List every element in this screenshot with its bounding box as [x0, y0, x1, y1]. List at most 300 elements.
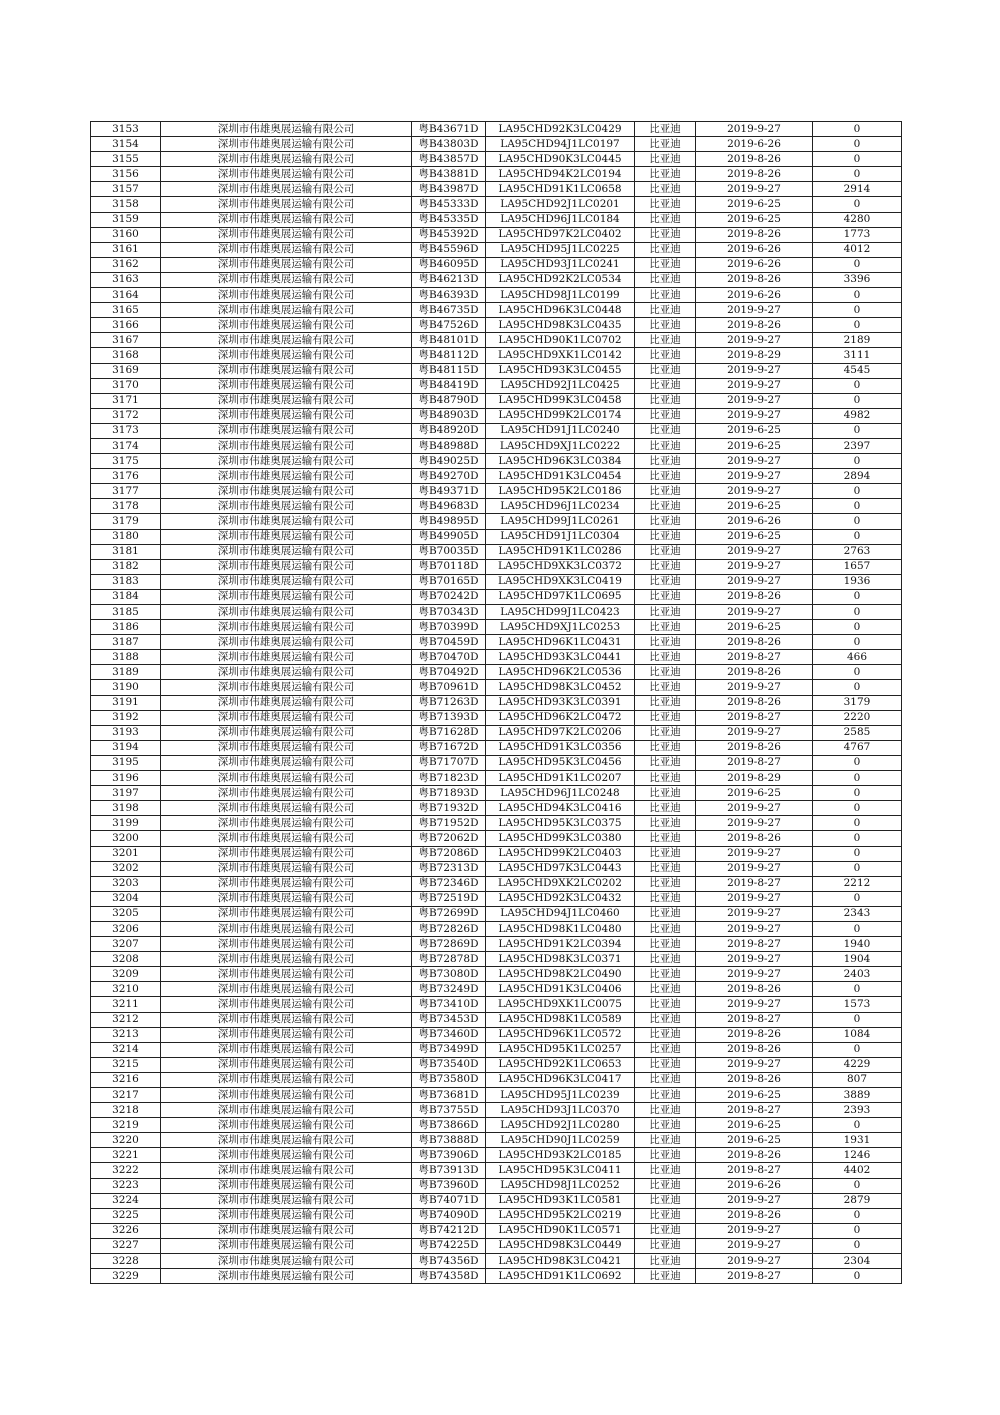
vin-number-cell: LA95CHD98K3LC0371	[486, 952, 635, 967]
mileage-cell: 1904	[813, 952, 902, 967]
plate-number-cell: 粤B73499D	[412, 1042, 486, 1057]
table-row	[91, 1193, 902, 1208]
mileage-cell: 0	[813, 665, 902, 680]
mileage-cell: 3111	[813, 348, 902, 363]
row-number-cell: 3176	[91, 469, 161, 484]
table-row	[91, 303, 902, 318]
company-name-cell: 深圳市伟雄奥展运输有限公司	[161, 635, 412, 650]
mileage-cell: 0	[813, 1238, 902, 1253]
row-number-cell: 3191	[91, 695, 161, 710]
row-number-cell: 3183	[91, 574, 161, 589]
vin-number-cell: LA95CHD99J1LC0261	[486, 514, 635, 529]
brand-name-cell: 比亚迪	[635, 1103, 696, 1118]
date-cell: 2019-6-26	[696, 514, 813, 529]
row-number-cell: 3164	[91, 288, 161, 303]
date-cell: 2019-6-25	[696, 1088, 813, 1103]
company-name-cell: 深圳市伟雄奥展运输有限公司	[161, 1133, 412, 1148]
vin-number-cell: LA95CHD93K1LC0581	[486, 1193, 635, 1208]
date-cell: 2019-8-27	[696, 937, 813, 952]
mileage-cell: 4982	[813, 408, 902, 423]
mileage-cell: 0	[813, 1118, 902, 1133]
row-number-cell: 3153	[91, 122, 161, 137]
mileage-cell: 0	[813, 137, 902, 152]
plate-number-cell: 粤B72869D	[412, 937, 486, 952]
table-row	[91, 695, 902, 710]
mileage-cell: 466	[813, 650, 902, 665]
row-number-cell: 3226	[91, 1223, 161, 1238]
plate-number-cell: 粤B72313D	[412, 861, 486, 876]
plate-number-cell: 粤B70165D	[412, 574, 486, 589]
company-name-cell: 深圳市伟雄奥展运输有限公司	[161, 725, 412, 740]
company-name-cell: 深圳市伟雄奥展运输有限公司	[161, 846, 412, 861]
company-name-cell: 深圳市伟雄奥展运输有限公司	[161, 771, 412, 786]
company-name-cell: 深圳市伟雄奥展运输有限公司	[161, 695, 412, 710]
plate-number-cell: 粤B73249D	[412, 982, 486, 997]
plate-number-cell: 粤B43987D	[412, 182, 486, 197]
row-number-cell: 3224	[91, 1193, 161, 1208]
row-number-cell: 3225	[91, 1208, 161, 1223]
company-name-cell: 深圳市伟雄奥展运输有限公司	[161, 650, 412, 665]
brand-name-cell: 比亚迪	[635, 725, 696, 740]
mileage-cell: 1657	[813, 559, 902, 574]
date-cell: 2019-9-27	[696, 680, 813, 695]
date-cell: 2019-6-25	[696, 1133, 813, 1148]
row-number-cell: 3213	[91, 1027, 161, 1042]
vin-number-cell: LA95CHD95J1LC0239	[486, 1088, 635, 1103]
mileage-cell: 0	[813, 378, 902, 393]
company-name-cell: 深圳市伟雄奥展运输有限公司	[161, 469, 412, 484]
company-name-cell: 深圳市伟雄奥展运输有限公司	[161, 967, 412, 982]
date-cell: 2019-9-27	[696, 891, 813, 906]
company-name-cell: 深圳市伟雄奥展运输有限公司	[161, 906, 412, 921]
plate-number-cell: 粤B73453D	[412, 1012, 486, 1027]
plate-number-cell: 粤B73681D	[412, 1088, 486, 1103]
plate-number-cell: 粤B46735D	[412, 303, 486, 318]
plate-number-cell: 粤B43881D	[412, 167, 486, 182]
brand-name-cell: 比亚迪	[635, 786, 696, 801]
row-number-cell: 3218	[91, 1103, 161, 1118]
date-cell: 2019-8-26	[696, 272, 813, 287]
vin-number-cell: LA95CHD91K1LC0286	[486, 544, 635, 559]
company-name-cell: 深圳市伟雄奥展运输有限公司	[161, 1269, 412, 1284]
company-name-cell: 深圳市伟雄奥展运输有限公司	[161, 786, 412, 801]
row-number-cell: 3222	[91, 1163, 161, 1178]
table-row	[91, 635, 902, 650]
date-cell: 2019-8-27	[696, 1269, 813, 1284]
table-row	[91, 288, 902, 303]
table-row	[91, 212, 902, 227]
brand-name-cell: 比亚迪	[635, 197, 696, 212]
table-row	[91, 408, 902, 423]
row-number-cell: 3227	[91, 1238, 161, 1253]
date-cell: 2019-9-27	[696, 952, 813, 967]
company-name-cell: 深圳市伟雄奥展运输有限公司	[161, 952, 412, 967]
plate-number-cell: 粤B43857D	[412, 152, 486, 167]
plate-number-cell: 粤B71707D	[412, 755, 486, 770]
table-row	[91, 1103, 902, 1118]
vin-number-cell: LA95CHD91K3LC0454	[486, 469, 635, 484]
mileage-cell: 1773	[813, 227, 902, 242]
mileage-cell: 2304	[813, 1254, 902, 1269]
brand-name-cell: 比亚迪	[635, 499, 696, 514]
row-number-cell: 3192	[91, 710, 161, 725]
row-number-cell: 3221	[91, 1148, 161, 1163]
table-row	[91, 1012, 902, 1027]
vin-number-cell: LA95CHD93J1LC0241	[486, 257, 635, 272]
plate-number-cell: 粤B72878D	[412, 952, 486, 967]
date-cell: 2019-6-25	[696, 197, 813, 212]
row-number-cell: 3170	[91, 378, 161, 393]
table-row	[91, 605, 902, 620]
company-name-cell: 深圳市伟雄奥展运输有限公司	[161, 665, 412, 680]
brand-name-cell: 比亚迪	[635, 952, 696, 967]
vin-number-cell: LA95CHD91K3LC0356	[486, 740, 635, 755]
company-name-cell: 深圳市伟雄奥展运输有限公司	[161, 1012, 412, 1027]
date-cell: 2019-8-26	[696, 695, 813, 710]
table-row	[91, 348, 902, 363]
date-cell: 2019-9-27	[696, 454, 813, 469]
date-cell: 2019-9-27	[696, 846, 813, 861]
mileage-cell: 1931	[813, 1133, 902, 1148]
date-cell: 2019-8-26	[696, 152, 813, 167]
table-row	[91, 499, 902, 514]
vin-number-cell: LA95CHD9XJ1LC0253	[486, 620, 635, 635]
brand-name-cell: 比亚迪	[635, 1042, 696, 1057]
vin-number-cell: LA95CHD99K2LC0174	[486, 408, 635, 423]
row-number-cell: 3189	[91, 665, 161, 680]
vin-number-cell: LA95CHD99K3LC0380	[486, 831, 635, 846]
mileage-cell: 3179	[813, 695, 902, 710]
mileage-cell: 2393	[813, 1103, 902, 1118]
company-name-cell: 深圳市伟雄奥展运输有限公司	[161, 937, 412, 952]
row-number-cell: 3190	[91, 680, 161, 695]
company-name-cell: 深圳市伟雄奥展运输有限公司	[161, 891, 412, 906]
date-cell: 2019-6-25	[696, 423, 813, 438]
table-row	[91, 318, 902, 333]
vin-number-cell: LA95CHD96J1LC0248	[486, 786, 635, 801]
row-number-cell: 3200	[91, 831, 161, 846]
table-row	[91, 952, 902, 967]
plate-number-cell: 粤B71893D	[412, 786, 486, 801]
mileage-cell: 4402	[813, 1163, 902, 1178]
row-number-cell: 3208	[91, 952, 161, 967]
vin-number-cell: LA95CHD95J1LC0225	[486, 242, 635, 257]
plate-number-cell: 粤B74358D	[412, 1269, 486, 1284]
mileage-cell: 0	[813, 484, 902, 499]
vin-number-cell: LA95CHD9XK1LC0075	[486, 997, 635, 1012]
row-number-cell: 3159	[91, 212, 161, 227]
row-number-cell: 3195	[91, 755, 161, 770]
brand-name-cell: 比亚迪	[635, 710, 696, 725]
plate-number-cell: 粤B49683D	[412, 499, 486, 514]
plate-number-cell: 粤B47526D	[412, 318, 486, 333]
row-number-cell: 3187	[91, 635, 161, 650]
date-cell: 2019-6-26	[696, 257, 813, 272]
brand-name-cell: 比亚迪	[635, 1208, 696, 1223]
company-name-cell: 深圳市伟雄奥展运输有限公司	[161, 1057, 412, 1072]
date-cell: 2019-9-27	[696, 1238, 813, 1253]
company-name-cell: 深圳市伟雄奥展运输有限公司	[161, 348, 412, 363]
row-number-cell: 3228	[91, 1254, 161, 1269]
date-cell: 2019-9-27	[696, 816, 813, 831]
row-number-cell: 3197	[91, 786, 161, 801]
brand-name-cell: 比亚迪	[635, 423, 696, 438]
date-cell: 2019-8-26	[696, 589, 813, 604]
plate-number-cell: 粤B48920D	[412, 423, 486, 438]
date-cell: 2019-9-27	[696, 363, 813, 378]
plate-number-cell: 粤B49270D	[412, 469, 486, 484]
mileage-cell: 2189	[813, 333, 902, 348]
date-cell: 2019-8-26	[696, 1042, 813, 1057]
date-cell: 2019-6-25	[696, 212, 813, 227]
mileage-cell: 0	[813, 605, 902, 620]
vin-number-cell: LA95CHD95K3LC0411	[486, 1163, 635, 1178]
company-name-cell: 深圳市伟雄奥展运输有限公司	[161, 1238, 412, 1253]
company-name-cell: 深圳市伟雄奥展运输有限公司	[161, 755, 412, 770]
company-name-cell: 深圳市伟雄奥展运输有限公司	[161, 740, 412, 755]
date-cell: 2019-9-27	[696, 303, 813, 318]
brand-name-cell: 比亚迪	[635, 921, 696, 936]
company-name-cell: 深圳市伟雄奥展运输有限公司	[161, 318, 412, 333]
table-row	[91, 1223, 902, 1238]
plate-number-cell: 粤B48419D	[412, 378, 486, 393]
mileage-cell: 1246	[813, 1148, 902, 1163]
company-name-cell: 深圳市伟雄奥展运输有限公司	[161, 182, 412, 197]
row-number-cell: 3162	[91, 257, 161, 272]
brand-name-cell: 比亚迪	[635, 1223, 696, 1238]
company-name-cell: 深圳市伟雄奥展运输有限公司	[161, 1178, 412, 1193]
table-row	[91, 227, 902, 242]
plate-number-cell: 粤B73410D	[412, 997, 486, 1012]
table-row	[91, 1208, 902, 1223]
table-row	[91, 242, 902, 257]
mileage-cell: 2914	[813, 182, 902, 197]
mileage-cell: 0	[813, 771, 902, 786]
table-row	[91, 257, 902, 272]
brand-name-cell: 比亚迪	[635, 740, 696, 755]
mileage-cell: 0	[813, 801, 902, 816]
mileage-cell: 0	[813, 529, 902, 544]
brand-name-cell: 比亚迪	[635, 514, 696, 529]
row-number-cell: 3155	[91, 152, 161, 167]
table-row	[91, 1072, 902, 1087]
date-cell: 2019-9-27	[696, 921, 813, 936]
company-name-cell: 深圳市伟雄奥展运输有限公司	[161, 242, 412, 257]
plate-number-cell: 粤B46095D	[412, 257, 486, 272]
date-cell: 2019-8-26	[696, 635, 813, 650]
company-name-cell: 深圳市伟雄奥展运输有限公司	[161, 1118, 412, 1133]
company-name-cell: 深圳市伟雄奥展运输有限公司	[161, 288, 412, 303]
date-cell: 2019-9-27	[696, 544, 813, 559]
company-name-cell: 深圳市伟雄奥展运输有限公司	[161, 816, 412, 831]
vin-number-cell: LA95CHD92K1LC0653	[486, 1057, 635, 1072]
company-name-cell: 深圳市伟雄奥展运输有限公司	[161, 620, 412, 635]
date-cell: 2019-9-27	[696, 997, 813, 1012]
date-cell: 2019-9-27	[696, 393, 813, 408]
brand-name-cell: 比亚迪	[635, 771, 696, 786]
row-number-cell: 3212	[91, 1012, 161, 1027]
row-number-cell: 3229	[91, 1269, 161, 1284]
mileage-cell: 0	[813, 303, 902, 318]
row-number-cell: 3205	[91, 906, 161, 921]
date-cell: 2019-8-26	[696, 167, 813, 182]
vin-number-cell: LA95CHD96J1LC0234	[486, 499, 635, 514]
vin-number-cell: LA95CHD90J1LC0259	[486, 1133, 635, 1148]
mileage-cell: 0	[813, 846, 902, 861]
brand-name-cell: 比亚迪	[635, 212, 696, 227]
mileage-cell: 4545	[813, 363, 902, 378]
table-row	[91, 982, 902, 997]
brand-name-cell: 比亚迪	[635, 1057, 696, 1072]
brand-name-cell: 比亚迪	[635, 122, 696, 137]
row-number-cell: 3165	[91, 303, 161, 318]
mileage-cell: 0	[813, 257, 902, 272]
plate-number-cell: 粤B48903D	[412, 408, 486, 423]
date-cell: 2019-8-29	[696, 348, 813, 363]
vin-number-cell: LA95CHD92K3LC0432	[486, 891, 635, 906]
table-row	[91, 861, 902, 876]
company-name-cell: 深圳市伟雄奥展运输有限公司	[161, 152, 412, 167]
mileage-cell: 2585	[813, 725, 902, 740]
brand-name-cell: 比亚迪	[635, 1238, 696, 1253]
row-number-cell: 3223	[91, 1178, 161, 1193]
table-row	[91, 137, 902, 152]
vin-number-cell: LA95CHD93J1LC0370	[486, 1103, 635, 1118]
brand-name-cell: 比亚迪	[635, 695, 696, 710]
table-row	[91, 1057, 902, 1072]
mileage-cell: 0	[813, 755, 902, 770]
vin-number-cell: LA95CHD97K1LC0695	[486, 589, 635, 604]
table-row	[91, 363, 902, 378]
vin-number-cell: LA95CHD94J1LC0197	[486, 137, 635, 152]
company-name-cell: 深圳市伟雄奥展运输有限公司	[161, 982, 412, 997]
mileage-cell: 1573	[813, 997, 902, 1012]
row-number-cell: 3206	[91, 921, 161, 936]
company-name-cell: 深圳市伟雄奥展运输有限公司	[161, 710, 412, 725]
mileage-cell: 0	[813, 197, 902, 212]
plate-number-cell: 粤B70343D	[412, 605, 486, 620]
row-number-cell: 3166	[91, 318, 161, 333]
company-name-cell: 深圳市伟雄奥展运输有限公司	[161, 393, 412, 408]
brand-name-cell: 比亚迪	[635, 1118, 696, 1133]
brand-name-cell: 比亚迪	[635, 393, 696, 408]
company-name-cell: 深圳市伟雄奥展运输有限公司	[161, 167, 412, 182]
vin-number-cell: LA95CHD90K1LC0702	[486, 333, 635, 348]
mileage-cell: 0	[813, 393, 902, 408]
table-row	[91, 454, 902, 469]
row-number-cell: 3220	[91, 1133, 161, 1148]
brand-name-cell: 比亚迪	[635, 937, 696, 952]
brand-name-cell: 比亚迪	[635, 408, 696, 423]
vin-number-cell: LA95CHD98K3LC0421	[486, 1254, 635, 1269]
vin-number-cell: LA95CHD91K1LC0692	[486, 1269, 635, 1284]
table-row	[91, 891, 902, 906]
plate-number-cell: 粤B71932D	[412, 801, 486, 816]
table-row	[91, 1118, 902, 1133]
table-row	[91, 1178, 902, 1193]
date-cell: 2019-8-26	[696, 227, 813, 242]
plate-number-cell: 粤B46393D	[412, 288, 486, 303]
table-row	[91, 1254, 902, 1269]
brand-name-cell: 比亚迪	[635, 1088, 696, 1103]
company-name-cell: 深圳市伟雄奥展运输有限公司	[161, 1223, 412, 1238]
mileage-cell: 4229	[813, 1057, 902, 1072]
plate-number-cell: 粤B48988D	[412, 438, 486, 453]
mileage-cell: 0	[813, 635, 902, 650]
brand-name-cell: 比亚迪	[635, 454, 696, 469]
brand-name-cell: 比亚迪	[635, 967, 696, 982]
company-name-cell: 深圳市伟雄奥展运输有限公司	[161, 333, 412, 348]
row-number-cell: 3182	[91, 559, 161, 574]
company-name-cell: 深圳市伟雄奥展运输有限公司	[161, 680, 412, 695]
plate-number-cell: 粤B70035D	[412, 544, 486, 559]
date-cell: 2019-8-26	[696, 1027, 813, 1042]
row-number-cell: 3185	[91, 605, 161, 620]
date-cell: 2019-6-26	[696, 288, 813, 303]
date-cell: 2019-9-27	[696, 1223, 813, 1238]
vin-number-cell: LA95CHD92K2LC0534	[486, 272, 635, 287]
plate-number-cell: 粤B71823D	[412, 771, 486, 786]
brand-name-cell: 比亚迪	[635, 1163, 696, 1178]
date-cell: 2019-8-26	[696, 1208, 813, 1223]
mileage-cell: 807	[813, 1072, 902, 1087]
company-name-cell: 深圳市伟雄奥展运输有限公司	[161, 1027, 412, 1042]
plate-number-cell: 粤B46213D	[412, 272, 486, 287]
date-cell: 2019-8-26	[696, 982, 813, 997]
plate-number-cell: 粤B73460D	[412, 1027, 486, 1042]
vin-number-cell: LA95CHD91K1LC0207	[486, 771, 635, 786]
row-number-cell: 3216	[91, 1072, 161, 1087]
company-name-cell: 深圳市伟雄奥展运输有限公司	[161, 514, 412, 529]
vin-number-cell: LA95CHD90K1LC0571	[486, 1223, 635, 1238]
plate-number-cell: 粤B71263D	[412, 695, 486, 710]
table-row	[91, 740, 902, 755]
row-number-cell: 3180	[91, 529, 161, 544]
plate-number-cell: 粤B73906D	[412, 1148, 486, 1163]
date-cell: 2019-8-27	[696, 650, 813, 665]
date-cell: 2019-8-27	[696, 1012, 813, 1027]
brand-name-cell: 比亚迪	[635, 1269, 696, 1284]
brand-name-cell: 比亚迪	[635, 574, 696, 589]
company-name-cell: 深圳市伟雄奥展运输有限公司	[161, 559, 412, 574]
vin-number-cell: LA95CHD90K3LC0445	[486, 152, 635, 167]
company-name-cell: 深圳市伟雄奥展运输有限公司	[161, 137, 412, 152]
brand-name-cell: 比亚迪	[635, 152, 696, 167]
brand-name-cell: 比亚迪	[635, 906, 696, 921]
company-name-cell: 深圳市伟雄奥展运输有限公司	[161, 1042, 412, 1057]
mileage-cell: 4280	[813, 212, 902, 227]
date-cell: 2019-9-27	[696, 1254, 813, 1269]
mileage-cell: 0	[813, 167, 902, 182]
plate-number-cell: 粤B74071D	[412, 1193, 486, 1208]
vin-number-cell: LA95CHD98K3LC0449	[486, 1238, 635, 1253]
plate-number-cell: 粤B74090D	[412, 1208, 486, 1223]
plate-number-cell: 粤B70459D	[412, 635, 486, 650]
row-number-cell: 3172	[91, 408, 161, 423]
vin-number-cell: LA95CHD92J1LC0280	[486, 1118, 635, 1133]
table-row	[91, 771, 902, 786]
table-row	[91, 167, 902, 182]
table-row	[91, 378, 902, 393]
mileage-cell: 0	[813, 1042, 902, 1057]
row-number-cell: 3204	[91, 891, 161, 906]
vin-number-cell: LA95CHD96K1LC0431	[486, 635, 635, 650]
mileage-cell: 0	[813, 318, 902, 333]
mileage-cell: 0	[813, 423, 902, 438]
plate-number-cell: 粤B48790D	[412, 393, 486, 408]
company-name-cell: 深圳市伟雄奥展运输有限公司	[161, 1103, 412, 1118]
plate-number-cell: 粤B45392D	[412, 227, 486, 242]
